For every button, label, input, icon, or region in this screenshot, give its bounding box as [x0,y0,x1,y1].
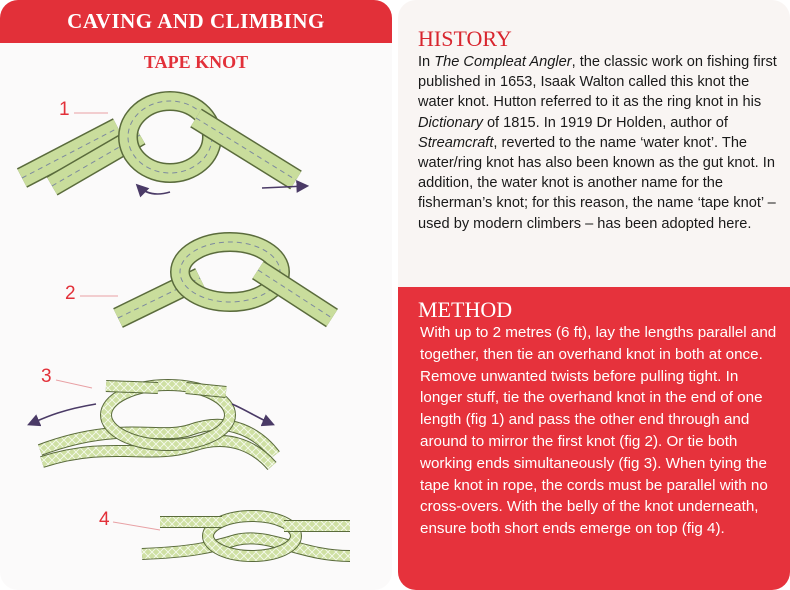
figure-4-diagram [142,516,350,556]
flow-arrow [30,404,96,424]
history-text: , reverted to the name ‘water knot’. The water/ring knot has also been known as the gut knot. In addition, the water knot is another name for the fisherman’s knot; for this reason, the name ‘tape knot’ – used by modern climbers – has been adopted here. [418,134,776,232]
method-panel [398,287,790,590]
history-title: HISTORY [418,26,512,51]
flow-arrow [138,186,170,194]
book-title: Streamcraft [418,134,494,151]
method-title: METHOD [418,297,513,322]
card-header: CAVING AND CLIMBING [67,9,325,33]
method-body: With up to 2 metres (6 ft), lay the lengths parallel and together, then tie an overhand knot in both at once. Remove unwanted twists before pulling tight. In longer stuff, tie the overhand knot in the end of one length (fig 1) and pass the other end through and around to mirror the first knot (fig 2). Or tie both working ends simultaneously (fig 3). When tying the tape knot in rope, the cords must be parallel with no cross-overs. With the belly of the knot underneath, ensure both short ends emerge on top (fig 4). [420,324,777,538]
figure-3-diagram [30,385,275,466]
figure-label-3: 3 [41,366,52,387]
leader-line-4 [113,522,160,530]
figure-1-diagram [22,101,306,194]
history-text: In [418,54,435,70]
right-card [398,0,790,590]
tape-knot-illustration [0,0,392,590]
history-body [418,52,780,234]
history-text: , the classic work on fishing first published in 1653, Isaak Walton called this knot the water knot. Hutton referred to it as the ring knot in his [418,54,777,111]
figure-label-4: 4 [99,509,110,530]
leader-line-3 [56,380,92,388]
book-title: The Compleat Angler [434,54,572,70]
figure-label-2: 2 [65,283,76,304]
book-title: Dictionary [418,114,483,131]
flow-arrow [232,404,272,424]
history-text: of 1815. In 1919 Dr Holden, author of [482,114,728,131]
left-card [0,0,392,590]
knot-title: TAPE KNOT [143,52,249,72]
figure-2-diagram [118,242,332,318]
flow-arrow [262,186,306,188]
figure-label-1: 1 [59,99,70,120]
